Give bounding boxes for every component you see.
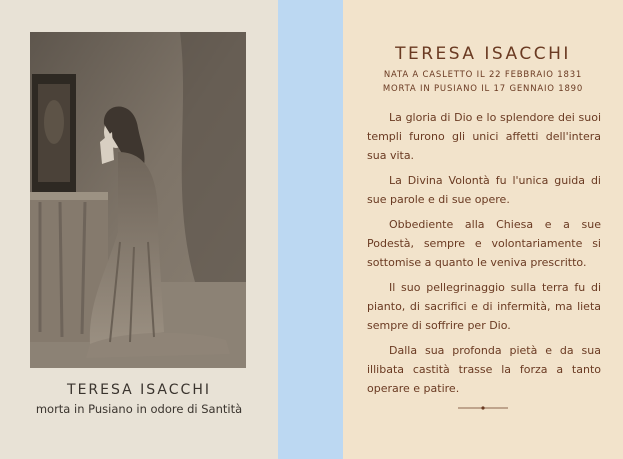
left-card-title: TERESA ISACCHI xyxy=(67,382,211,398)
right-card-title: TERESA ISACCHI xyxy=(395,44,571,64)
left-card-subtitle: morta in Pusiano in odore di Santità xyxy=(35,402,243,416)
left-holy-card xyxy=(0,0,278,459)
right-memorial-card xyxy=(343,0,623,459)
memorial-text xyxy=(367,108,601,404)
birth-line: NATA A CASLETTO IL 22 FEBBRAIO 1831 xyxy=(383,70,583,80)
paragraph: La gloria di Dio e lo splendore dei suoi templi furono gli unici affetti dell'intera sua vita. xyxy=(367,111,601,162)
paragraph: La Divina Volontà fu l'unica guida di sue parole e di sue opere. xyxy=(367,174,601,206)
paragraph: Il suo pellegrinaggio sulla terra fu di pianto, di sacrifici e di infermità, ma lieta sempre di soffrire per Dio. xyxy=(367,281,601,332)
photograph-praying-woman xyxy=(30,32,246,368)
photo-illustration xyxy=(30,32,246,368)
ornament-divider xyxy=(458,405,508,411)
paragraph: Obbediente alla Chiesa e a sue Podestà, sempre e volontariamente si sottomise a quanto le veniva prescritto. xyxy=(367,218,601,269)
death-line: MORTA IN PUSIANO IL 17 GENNAIO 1890 xyxy=(382,84,584,94)
paragraph: Dalla sua profonda pietà e da sua illibata castità trasse la forza a tanto operare e patire. xyxy=(367,344,601,395)
